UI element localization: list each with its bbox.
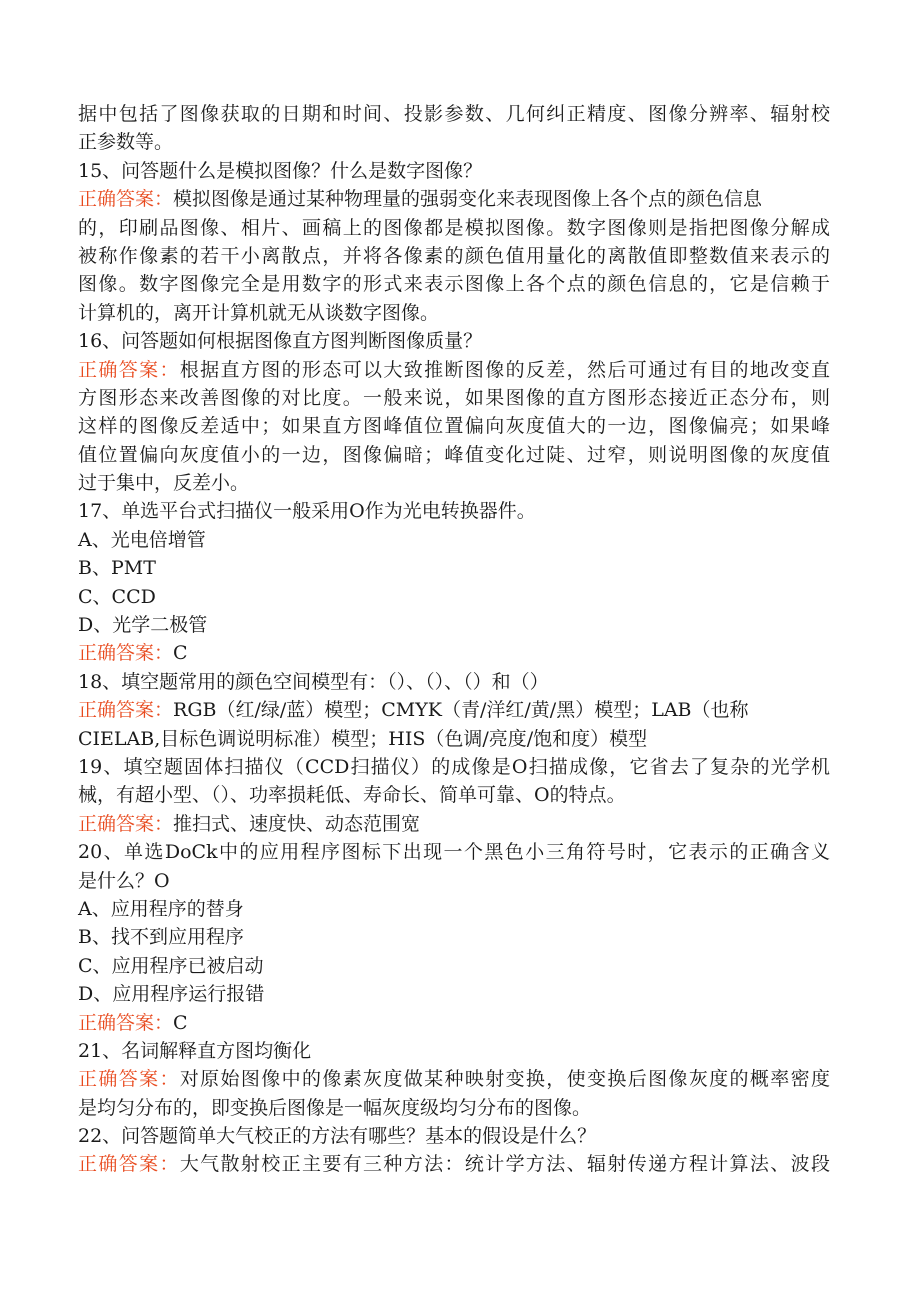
line-text: C、CCD xyxy=(78,585,156,608)
line-text: 的，印刷品图像、相片、画稿上的图像都是模拟图像。数字图像则是指把图像分解成 xyxy=(78,216,830,239)
line-text: 这样的图像反差适中；如果直方图峰值位置偏向灰度值大的一边，图像偏亮；如果峰 xyxy=(78,415,830,438)
line-text: 推扫式、速度快、动态范围宽 xyxy=(173,812,421,835)
text-line xyxy=(78,867,830,895)
line-text: B、PMT xyxy=(78,557,156,580)
text-line xyxy=(78,725,830,753)
line-text: A、应用程序的替身 xyxy=(78,897,244,920)
answer-label: 正确答案： xyxy=(78,1153,180,1176)
line-text: 17、单选平台式扫描仪一般采用O作为光电转换器件。 xyxy=(78,500,536,523)
line-text: C xyxy=(173,1011,188,1034)
answer-line xyxy=(78,639,830,667)
line-text: 15、问答题什么是模拟图像？什么是数字图像？ xyxy=(78,159,483,182)
text-line xyxy=(78,242,830,270)
answer-line xyxy=(78,185,830,213)
text-line xyxy=(78,128,830,156)
line-text: 方图形态来改善图像的对比度。一般来说，如果图像的直方图形态接近正态分布，则 xyxy=(78,386,830,409)
text-line xyxy=(78,781,830,809)
answer-line xyxy=(78,1065,830,1093)
line-text: 模拟图像是通过某种物理量的强弱变化来表现图像上各个点的颜色信息 xyxy=(173,188,763,211)
line-text: 20、单选DoCk中的应用程序图标下出现一个黑色小三角符号时，它表示的正确含义 xyxy=(78,841,830,864)
text-line xyxy=(78,923,830,951)
text-line xyxy=(78,838,830,866)
text-line xyxy=(78,1122,830,1150)
text-line xyxy=(78,980,830,1008)
text-line xyxy=(78,611,830,639)
answer-line xyxy=(78,696,830,724)
text-line xyxy=(78,753,830,781)
line-text: 是均匀分布的，即变换后图像是一幅灰度级均匀分布的图像。 xyxy=(78,1096,592,1119)
text-line xyxy=(78,441,830,469)
text-line xyxy=(78,952,830,980)
text-line xyxy=(78,270,830,298)
line-text: 16、问答题如何根据图像直方图判断图像质量？ xyxy=(78,330,483,353)
line-text: 对原始图像中的像素灰度做某种映射变换，使变换后图像灰度的概率密度 xyxy=(179,1068,830,1091)
line-text: RGB（红/绿/蓝）模型；CMYK（青/洋红/黄/黑）模型；LAB（也称 xyxy=(173,699,749,722)
text-line xyxy=(78,554,830,582)
text-line xyxy=(78,327,830,355)
line-text: C xyxy=(173,642,188,665)
answer-label: 正确答案： xyxy=(78,1011,174,1034)
line-text: 图像。数字图像完全是用数字的形式来表示图像上各个点的颜色信息的，它是信赖于 xyxy=(78,273,830,296)
line-text: 据中包括了图像获取的日期和时间、投影参数、几何纠正精度、图像分辨率、辐射校 xyxy=(78,103,830,125)
text-line xyxy=(78,157,830,185)
line-text: 大气散射校正主要有三种方法：统计学方法、辐射传递方程计算法、波段 xyxy=(179,1153,830,1176)
line-text: B、找不到应用程序 xyxy=(78,926,244,949)
line-text: D、光学二极管 xyxy=(78,614,208,637)
answer-label: 正确答案： xyxy=(78,699,174,722)
document-page xyxy=(78,100,830,1179)
text-line xyxy=(78,583,830,611)
line-text: 21、名词解释直方图均衡化 xyxy=(78,1039,312,1062)
answer-label: 正确答案： xyxy=(78,1068,180,1091)
line-text: C、应用程序已被启动 xyxy=(78,954,264,977)
text-line xyxy=(78,469,830,497)
line-text: 值位置偏向灰度值小的一边，图像偏暗；峰值变化过陡、过窄，则说明图像的灰度值 xyxy=(78,443,830,466)
text-line xyxy=(78,100,830,128)
line-text: 19、填空题固体扫描仪（CCD扫描仪）的成像是O扫描成像，它省去了复杂的光学机 xyxy=(78,755,830,778)
text-line xyxy=(78,299,830,327)
text-line xyxy=(78,668,830,696)
text-line xyxy=(78,214,830,242)
line-text: 18、填空题常用的颜色空间模型有：（）、（）、（）和（） xyxy=(78,670,549,693)
answer-label: 正确答案： xyxy=(78,188,174,211)
text-line xyxy=(78,497,830,525)
line-text: 是什么？O xyxy=(78,869,170,892)
text-line xyxy=(78,384,830,412)
answer-line xyxy=(78,1150,830,1178)
answer-line xyxy=(78,1009,830,1037)
text-line xyxy=(78,1037,830,1065)
answer-label: 正确答案： xyxy=(78,812,174,835)
line-text: D、应用程序运行报错 xyxy=(78,983,265,1006)
line-text: 械，有超小型、（）、功率损耗低、寿命长、简单可靠、O的特点。 xyxy=(78,784,626,807)
line-text: CIELAB,目标色调说明标准）模型；HIS（色调/亮度/饱和度）模型 xyxy=(78,727,648,750)
answer-label: 正确答案： xyxy=(78,642,174,665)
line-text: 根据直方图的形态可以大致推断图像的反差，然后可通过有目的地改变直 xyxy=(179,358,830,381)
line-text: 被称作像素的若干小离散点，并将各像素的颜色值用量化的离散值即整数值来表示的 xyxy=(78,244,830,267)
answer-line xyxy=(78,356,830,384)
answer-line xyxy=(78,810,830,838)
answer-label: 正确答案： xyxy=(78,358,180,381)
line-text: 过于集中，反差小。 xyxy=(78,472,250,495)
text-line xyxy=(78,895,830,923)
text-line xyxy=(78,526,830,554)
line-text: A、光电倍增管 xyxy=(78,528,206,551)
text-line xyxy=(78,412,830,440)
line-text: 正参数等。 xyxy=(78,131,174,154)
line-text: 22、问答题简单大气校正的方法有哪些？基本的假设是什么？ xyxy=(78,1125,597,1148)
text-line xyxy=(78,1094,830,1122)
line-text: 计算机的，离开计算机就无从谈数字图像。 xyxy=(78,301,440,324)
